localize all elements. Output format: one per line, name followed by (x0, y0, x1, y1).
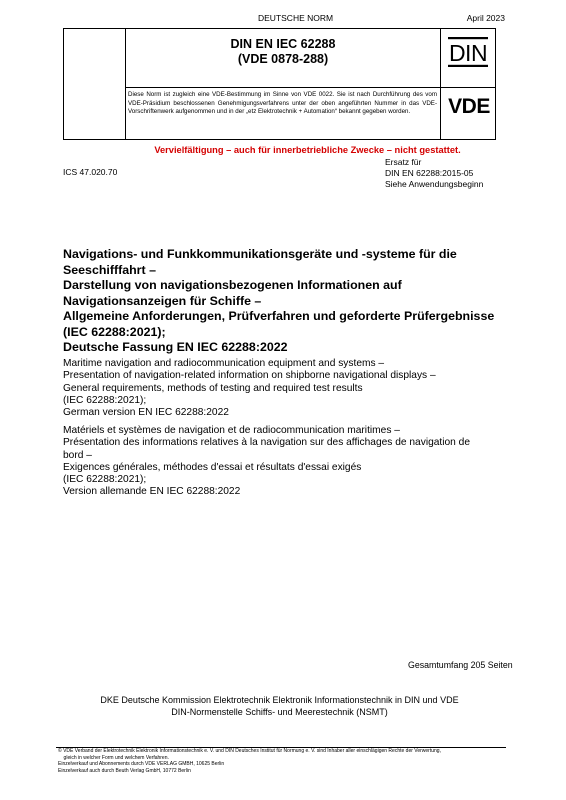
title-line: General requirements, methods of testing and required test results (63, 382, 363, 394)
dke-committee (63, 694, 496, 718)
french-title (63, 425, 503, 499)
document-type-label: DEUTSCHE NORM (258, 13, 334, 23)
replacement-label: Ersatz für (385, 157, 422, 167)
frame-divider (125, 87, 496, 88)
copyright-footer (58, 748, 508, 774)
title-line: Version allemande EN IEC 62288:2022 (63, 486, 241, 498)
title-line: Allgemeine Anforderungen, Prüfverfahren und geforderte Prüfergebnisse (63, 309, 495, 323)
standard-number: DIN EN IEC 62288 (230, 37, 336, 51)
title-line: bord – (63, 449, 92, 461)
total-pages: Gesamtumfang 205 Seiten (408, 660, 513, 670)
ics-code: ICS 47.020.70 (63, 167, 118, 177)
title-line: (IEC 62288:2021); (63, 324, 166, 339)
replacement-info (385, 157, 483, 190)
replaced-standard: DIN EN 62288:2015-05 (385, 168, 474, 178)
footer-line: gleich in welcher Form und welchem Verfahren. (58, 754, 169, 761)
german-title (63, 247, 503, 356)
title-line: Présentation des informations relatives à la navigation sur des affichages de navigation de (63, 437, 470, 449)
publication-date: April 2023 (466, 13, 505, 23)
title-line: Matériels et systèmes de navigation et de radiocommunication maritimes – (63, 425, 400, 436)
english-title (63, 358, 503, 419)
svg-text:DIN: DIN (448, 40, 488, 66)
frame-divider (440, 28, 441, 140)
title-line: (IEC 62288:2021); (63, 394, 147, 406)
footer-line: Einzelverkauf und Abonnements durch VDE VERLAG GMBH, 10625 Berlin (58, 761, 225, 768)
application-note: Siehe Anwendungsbeginn (385, 179, 484, 189)
title-line: Presentation of navigation-related information on shipborne navigational displays – (63, 370, 436, 382)
title-line: (IEC 62288:2021); (63, 474, 147, 486)
title-line: Deutsche Fassung EN IEC 62288:2022 (63, 340, 288, 354)
standard-number-block (126, 37, 440, 67)
title-line: Navigationsanzeigen für Schiffe – (63, 293, 262, 308)
title-line: Maritime navigation and radiocommunication equipment and systems – (63, 358, 385, 369)
dke-line: DKE Deutsche Kommission Elektrotechnik Elektronik Informationstechnik in DIN und VDE (100, 695, 459, 705)
dke-line: DIN-Normenstelle Schiffs- und Meerestechnik (NSMT) (171, 707, 388, 717)
footer-line: Einzelverkauf auch durch Beuth Verlag GmbH, 10772 Berlin (58, 767, 191, 774)
footer-line: © VDE Verband der Elektrotechnik Elektronik Informationstechnik e. V. und DIN Deutsches Institut für Normung e. V. sind Inhaber aller einschlägigen Rechte der Verwertung, (58, 748, 441, 754)
title-line: Exigences générales, méthodes d'essai et résultats d'essai exigés (63, 461, 362, 473)
title-line: Navigations- und Funkkommunikationsgeräte und -systeme für die (63, 247, 457, 261)
title-line: Darstellung von navigationsbezogenen Informationen auf (63, 278, 402, 292)
title-line: Seeschifffahrt – (63, 262, 156, 277)
reproduction-warning: Vervielfältigung – auch für innerbetriebliche Zwecke – nicht gestattet. (154, 145, 461, 155)
din-logo (447, 37, 489, 67)
vde-notice: Diese Norm ist zugleich eine VDE-Bestimmung im Sinne von VDE 0022. Sie ist nach Durchführung des vom VDE-Präsidium beschlossenen Genehmigungsverfahrens unter der oben angeführten Nummer in das VDE-Vorschriftenwerk aufgenommen und in der „etz Elektrotechnik + Automation“ bekannt gegeben worden. (128, 91, 437, 116)
vde-logo: VDE (448, 95, 490, 118)
vde-number: (VDE 0878-288) (237, 52, 329, 66)
title-line: German version EN IEC 62288:2022 (63, 407, 229, 419)
